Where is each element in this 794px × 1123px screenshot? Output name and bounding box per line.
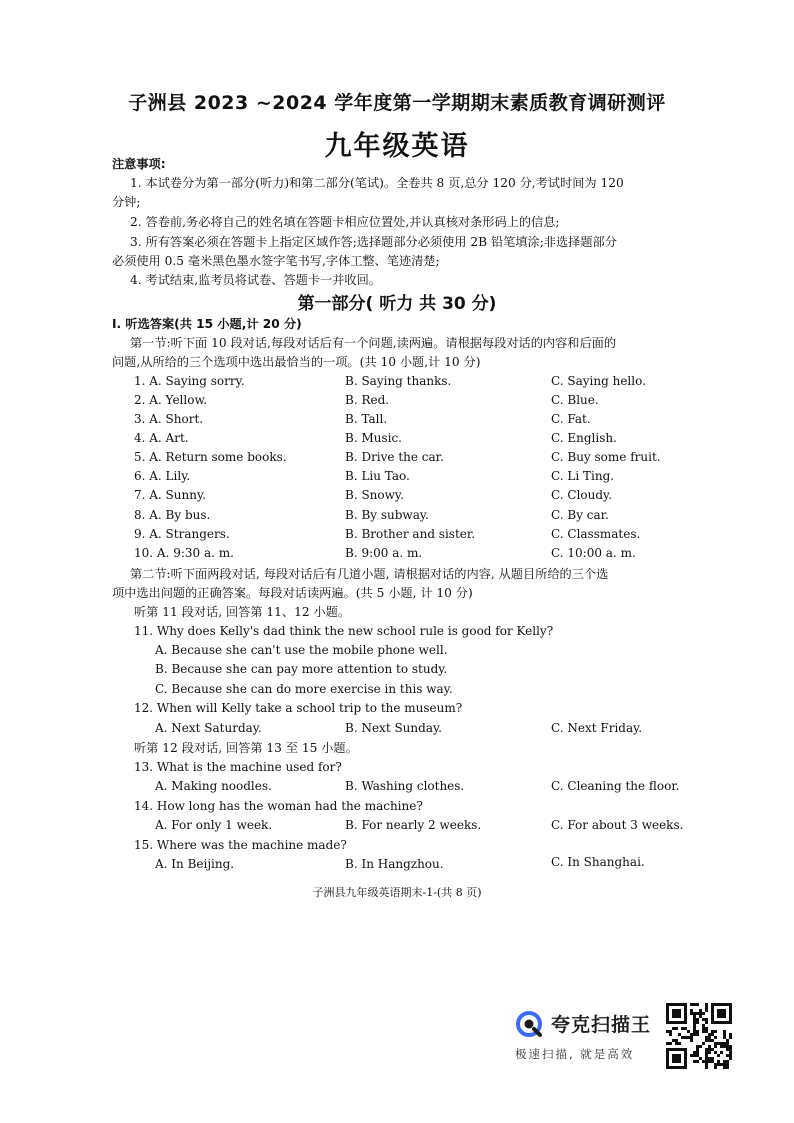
scanner-watermark xyxy=(513,1008,663,1064)
dialog-11-heading: 听第 11 段对话, 回答第 11、12 小题。 xyxy=(134,605,351,619)
q12-option-b: B. Next Sunday. xyxy=(345,721,442,735)
q13-option-b: B. Washing clothes. xyxy=(345,779,465,793)
section1-intro-cont: 问题,从所给的三个选项中选出最恰当的一项。(共 10 小题,计 10 分) xyxy=(112,355,481,369)
q8-option-c: C. By car. xyxy=(551,508,609,522)
exam-title: 子洲县 2023 ~2024 学年度第一学期期末素质教育调研测评 xyxy=(128,92,666,114)
notes-item-3-cont: 必须使用 0.5 毫米黑色墨水签字笔书写,字体工整、笔迹清楚; xyxy=(112,254,440,268)
q4-option-b: B. Music. xyxy=(345,431,402,445)
watermark-slogan: 极速扫描, 就是高效 xyxy=(515,1047,635,1061)
q3-option-b: B. Tall. xyxy=(345,412,388,426)
dialog-12-heading: 听第 12 段对话, 回答第 13 至 15 小题。 xyxy=(134,741,358,755)
q1-option-b: B. Saying thanks. xyxy=(345,374,452,388)
page-footer: 子洲县九年级英语期末-1-(共 8 页) xyxy=(312,886,482,899)
notes-item-3: 3. 所有答案必须在答题卡上指定区域作答;选择题部分必须使用 2B 铅笔填涂;非选择题部分 xyxy=(130,235,617,249)
notes-item-2: 2. 答卷前,务必将自己的姓名填在答题卡相应位置处,并认真核对条形码上的信息; xyxy=(130,215,560,229)
section1-intro: 第一节:听下面 10 段对话,每段对话后有一个问题,读两遍。请根据每段对话的内容和后面的 xyxy=(130,336,617,350)
q2-option-a: 2. A. Yellow. xyxy=(134,393,208,407)
q2-option-c: C. Blue. xyxy=(551,393,599,407)
q11-option-b: B. Because she can pay more attention to study. xyxy=(155,662,448,676)
q5-option-b: B. Drive the car. xyxy=(345,450,444,464)
q10-option-c: C. 10:00 a. m. xyxy=(551,546,636,560)
q7-option-b: B. Snowy. xyxy=(345,488,404,502)
part1-title: 第一部分( 听力 共 30 分) xyxy=(297,294,497,314)
q10-option-b: B. 9:00 a. m. xyxy=(345,546,423,560)
q11-option-a: A. Because she can't use the mobile phone well. xyxy=(155,643,448,657)
q9-option-c: C. Classmates. xyxy=(551,527,641,541)
q11-option-c: C. Because she can do more exercise in this way. xyxy=(155,682,453,696)
q15-option-a: A. In Beijing. xyxy=(155,857,235,871)
q12-option-a: A. Next Saturday. xyxy=(155,721,262,735)
q12-text: 12. When will Kelly take a school trip to the museum? xyxy=(134,701,463,715)
q13-option-c: C. Cleaning the floor. xyxy=(551,779,680,793)
q14-option-c: C. For about 3 weeks. xyxy=(551,818,684,832)
q2-option-b: B. Red. xyxy=(345,393,390,407)
q7-option-c: C. Cloudy. xyxy=(551,488,613,502)
q1-option-a: 1. A. Saying sorry. xyxy=(134,374,245,388)
q6-option-b: B. Liu Tao. xyxy=(345,469,410,483)
quark-logo-icon xyxy=(515,1010,543,1038)
q4-option-a: 4. A. Art. xyxy=(134,431,189,445)
q14-option-b: B. For nearly 2 weeks. xyxy=(345,818,482,832)
watermark-name: 夸克扫描王 xyxy=(551,1014,652,1036)
q14-text: 14. How long has the woman had the machine? xyxy=(134,799,423,813)
q3-option-c: C. Fat. xyxy=(551,412,591,426)
q12-option-c: C. Next Friday. xyxy=(551,721,643,735)
q5-option-c: C. Buy some fruit. xyxy=(551,450,661,464)
notes-item-4: 4. 考试结束,监考员将试卷、答题卡一并收回。 xyxy=(130,273,381,287)
q6-option-c: C. Li Ting. xyxy=(551,469,615,483)
q8-option-b: B. By subway. xyxy=(345,508,429,522)
q8-option-a: 8. A. By bus. xyxy=(134,508,211,522)
q7-option-a: 7. A. Sunny. xyxy=(134,488,206,502)
notes-item-1-cont: 分钟; xyxy=(112,195,141,209)
section1-heading: Ⅰ. 听选答案(共 15 小题,计 20 分) xyxy=(112,317,302,331)
q4-option-c: C. English. xyxy=(551,431,617,445)
notes-heading: 注意事项: xyxy=(112,157,166,171)
q10-option-a: 10. A. 9:30 a. m. xyxy=(134,546,234,560)
q6-option-a: 6. A. Lily. xyxy=(134,469,191,483)
q14-option-a: A. For only 1 week. xyxy=(155,818,273,832)
section2-intro: 第二节:听下面两段对话, 每段对话后有几道小题, 请根据对话的内容, 从题目所给的三个选 xyxy=(130,567,609,581)
q9-option-b: B. Brother and sister. xyxy=(345,527,476,541)
q15-text: 15. Where was the machine made? xyxy=(134,838,347,852)
q5-option-a: 5. A. Return some books. xyxy=(134,450,287,464)
exam-subtitle: 九年级英语 xyxy=(324,131,470,162)
qr-code-icon xyxy=(666,1003,732,1069)
q1-option-c: C. Saying hello. xyxy=(551,374,646,388)
q15-option-b: B. In Hangzhou. xyxy=(345,857,444,871)
q15-option-c: C. In Shanghai. xyxy=(551,855,645,869)
q13-text: 13. What is the machine used for? xyxy=(134,760,342,774)
q9-option-a: 9. A. Strangers. xyxy=(134,527,230,541)
q13-option-a: A. Making noodles. xyxy=(155,779,272,793)
notes-item-1: 1. 本试卷分为第一部分(听力)和第二部分(笔试)。全卷共 8 页,总分 120 分,考试时间为 120 xyxy=(130,176,624,190)
q11-text: 11. Why does Kelly's dad think the new school rule is good for Kelly? xyxy=(134,624,554,638)
section2-intro-cont: 项中选出问题的正确答案。每段对话读两遍。(共 5 小题, 计 10 分) xyxy=(112,586,473,600)
q3-option-a: 3. A. Short. xyxy=(134,412,204,426)
